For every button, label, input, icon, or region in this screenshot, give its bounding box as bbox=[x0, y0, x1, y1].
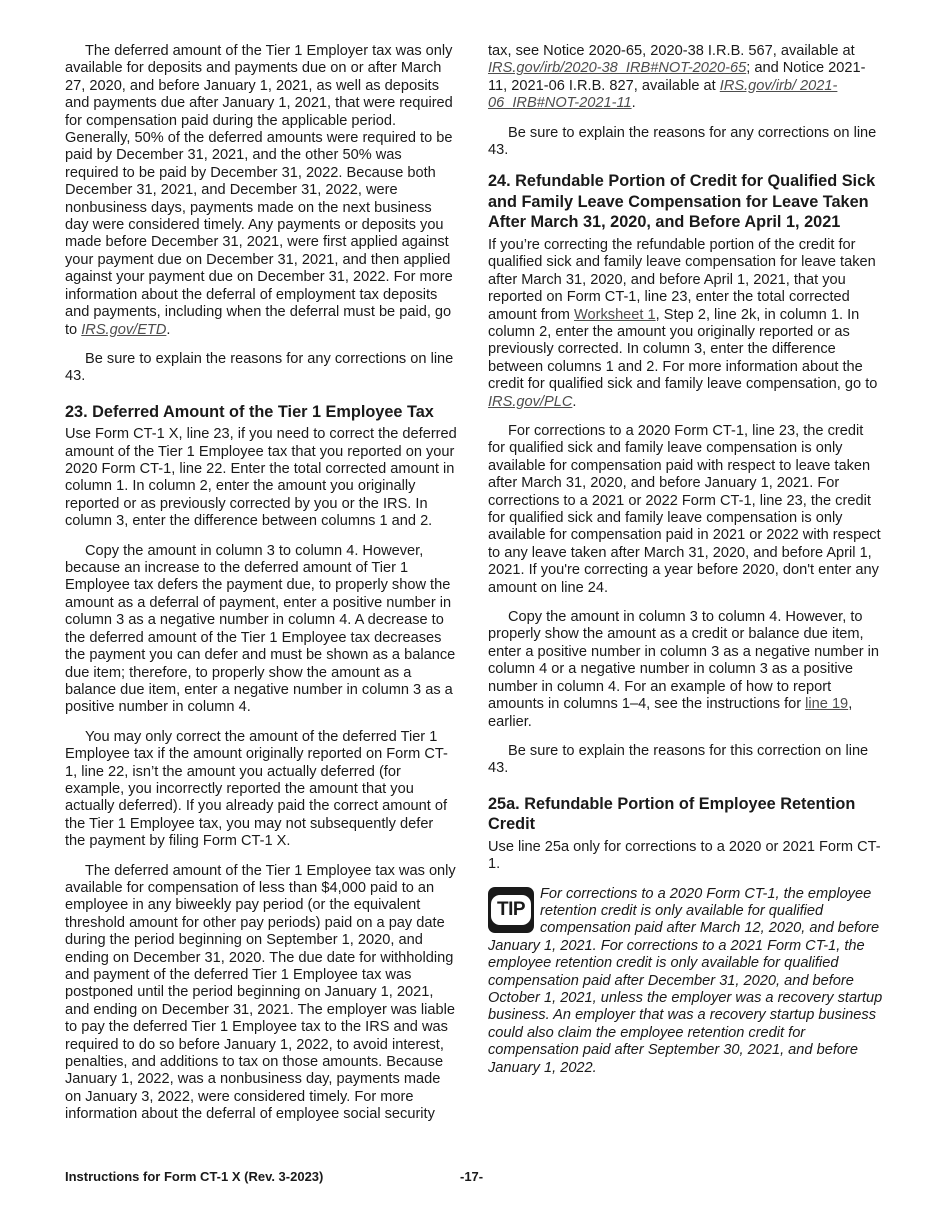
paragraph-line25a-intro: Use line 25a only for corrections to a 2020 or 2021 Form CT-1. bbox=[488, 838, 881, 873]
tip-box bbox=[488, 886, 884, 1077]
heading-line-24: 24. Refundable Portion of Credit for Qualified Sick and Family Leave Compensation for Leave Taken After March 31, 2020, and Before April 1, 2021 bbox=[488, 172, 876, 232]
paragraph-line23-availability: The deferred amount of the Tier 1 Employee tax was only available for compensation of less than $4,000 paid to an employee in any biweekly pay period (or the equivalent threshold amount for other pay periods) paid on a pay date during the period beginning on September 1, 2020, and ending on December 31, 2020. The due date for withholding and payment of the deferred Tier 1 Employee tax was postponed until the period beginning on January 1, 2021, and ending on December 31, 2021. The employer was liable to pay the deferred Tier 1 Employee tax to the IRS and was required to do so before January 1, 2022, to avoid interest, penalties, and additions to tax on those amounts. Because January 1, 2022, was a nonbusiness day, payments made on January 3, 2022, were considered timely. For more information about the deferral of employee social security bbox=[65, 862, 456, 1123]
worksheet-1-link[interactable]: Worksheet 1 bbox=[573, 306, 656, 323]
irs-etd-link[interactable]: IRS.gov/ETD bbox=[81, 321, 167, 338]
irs-plc-link[interactable]: IRS.gov/PLC bbox=[488, 393, 573, 410]
paragraph-notice-links: tax, see Notice 2020-65, 2020-38 I.R.B. 567, available at IRS.gov/irb/2020-38_IRB#NOT-2020-65; and Notice 2021-11, 2021-06 I.R.B. 827, available at IRS.gov/irb/ 2021-06_IRB#NOT-2021-11. bbox=[488, 43, 866, 112]
irs-irb-2021-06-link[interactable]: IRS.gov/irb/ 2021-06_IRB#NOT-2021-11 bbox=[488, 77, 838, 112]
page-number: -17- bbox=[460, 1169, 484, 1184]
paragraph-explain-line43: Be sure to explain the reasons for any corrections on line 43. bbox=[65, 350, 454, 385]
tip-icon: TIP bbox=[488, 887, 534, 933]
heading-line-23: 23. Deferred Amount of the Tier 1 Employee Tax bbox=[65, 402, 434, 421]
paragraph-line23-column4: Copy the amount in column 3 to column 4. However, because an increase to the deferred amount of Tier 1 Employee tax defers the payment due, to properly show the amount as a deferral of payment, enter a positive number in column 3 as a negative number in column 4. A decrease to the deferred amount of the Tier 1 Employee tax decreases the payment you can defer and must be shown as a balance due item; therefore, to properly show the amount as a balance due item, enter a negative number in column 3 as a positive number in column 4. bbox=[65, 542, 456, 716]
footer-form-title: Instructions for Form CT-1 X (Rev. 3-2023) bbox=[65, 1169, 324, 1184]
paragraph-line23-correct-only: You may only correct the amount of the deferred Tier 1 Employee tax if the amount originally reported on Form CT-1, line 22, isn’t the amount you actually deferred (for example, you incorrectly reported the amount that you actually deferred). If you already paid the correct amount of the Tier 1 Employee tax, you may not subsequently defer the payment by filing Form CT-1 X. bbox=[65, 728, 448, 850]
paragraph-line24-intro: If you’re correcting the refundable portion of the credit for qualified sick and family leave compensation for leave taken after March 31, 2020, and before April 1, 2021, that you reported on Form CT-1, line 23, enter the total corrected amount from Worksheet 1, Step 2, line 2k, in column 1. In column 2, enter the amount you originally reported or as previously corrected. In column 3, enter the difference between columns 1 and 2. For more information about the credit for qualified sick and family leave compensation, go to IRS.gov/PLC. bbox=[488, 236, 878, 410]
paragraph-line24-corrections: For corrections to a 2020 Form CT-1, line 23, the credit for qualified sick and family leave compensation is only available for compensation paid with respect to leave taken after March 31, 2020, and before January 1, 2021. For corrections to a 2021 or 2022 Form CT-1, line 23, the credit for qualified sick and family leave compensation is only available for compensation paid in 2021 or 2022 with respect to any leave taken after March 31, 2020, and before April 1, 2021. If you're correcting a year before 2020, don't enter any amount on line 24. bbox=[488, 423, 881, 596]
paragraph-explain-line43-right: Be sure to explain the reasons for any corrections on line 43. bbox=[488, 124, 877, 159]
paragraph-explain-line43-correction: Be sure to explain the reasons for this correction on line 43. bbox=[488, 742, 869, 777]
page-footer bbox=[65, 1169, 885, 1187]
right-column bbox=[488, 43, 884, 1077]
heading-line-25a: 25a. Refundable Portion of Employee Retention Credit bbox=[488, 794, 856, 834]
paragraph-tier1-employer-deferral: The deferred amount of the Tier 1 Employer tax was only available for deposits and payments due on or after March 27, 2020, and before January 1, 2021, as well as deposits and payments due after January 1, 2021, that were required for compensation paid during the applicable period. Generally, 50% of the deferred amounts were required to be paid by December 31, 2021, and the other 50% was required to be paid by December 31, 2022. Because both December 31, 2021, and December 31, 2022, were nonbusiness days, payments made on the next business day were considered timely. Any payments or deposits you made before December 31, 2021, were first applied against your payment due on December 31, 2021, and then applied against your payment due on December 31, 2022. For more information about the deferral of employment tax deposits and payments, including when the deferral must be paid, go to IRS.gov/ETD. bbox=[65, 43, 453, 338]
line-19-link[interactable]: line 19 bbox=[805, 696, 849, 713]
tip-text: For corrections to a 2020 Form CT-1, the employee retention credit is only available for qualified compensation paid after March 12, 2020, and before January 1, 2021. For corrections to a 2021 Form CT-1, the employee retention credit is only available for qualified compensation paid after December 31, 2020, and before October 1, 2021, unless the employer was a recovery startup business. An employer that was a recovery startup business could also claim the employee retention credit for compensation paid after September 30, 2021, and before January 1, 2022. bbox=[488, 885, 883, 1076]
left-column bbox=[65, 43, 457, 1136]
paragraph-line24-column4: Copy the amount in column 3 to column 4. However, to properly show the amount as a credit or balance due item, enter a positive number in column 3 as a negative number in column 4 or a negative number in column 3 as a positive number in column 4. For an example of how to report amounts in columns 1–4, see the instructions for line 19, earlier. bbox=[488, 609, 880, 730]
irs-irb-2020-38-link[interactable]: IRS.gov/irb/2020-38_IRB#NOT-2020-65 bbox=[488, 60, 747, 77]
paragraph-line23-intro: Use Form CT-1 X, line 23, if you need to correct the deferred amount of the Tier 1 Employee tax that you reported on your 2020 Form CT-1, line 22. Enter the total corrected amount in column 1. In column 2, enter the amount you originally reported or as previously corrected by you or the IRS. In column 3, enter the difference between columns 1 and 2. bbox=[65, 426, 457, 530]
